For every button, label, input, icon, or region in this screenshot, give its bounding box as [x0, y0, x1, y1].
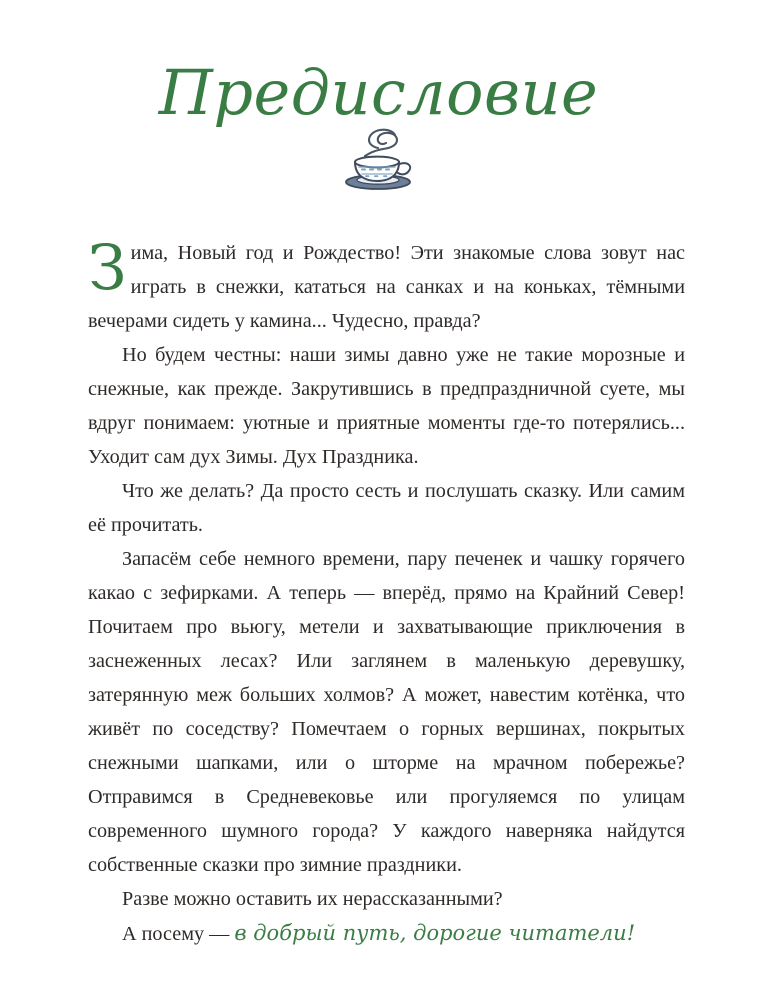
closing-highlight: в добрый путь, дорогие читатели! [234, 921, 636, 945]
teacup-with-steam-icon [0, 118, 757, 192]
closing-lead: А посему — [122, 923, 235, 945]
paragraph-4: Запасём себе немного времени, пару печенек и чашку горячего какао с зефирками. А теперь — вперёд, прямо на Крайний Север! Почитаем про вьюгу, метели и захватывающие приключения в заснеженных лесах? Или заглянем в маленькую деревушку, затерянную меж больших холмов? А может, навестим котёнка, что живёт по соседству? Помечтаем о горных вершинах, покрытых снежными шапками, или о шторме на мрачном побережье? Отправимся в Средневековье или прогуляемся по улицам современного шумного города? У каждого наверняка найдутся собственные сказки про зимние праздники. [88, 548, 685, 876]
page-title: Предисловие [158, 55, 599, 129]
paragraph-2: Но будем честны: наши зимы давно уже не такие морозные и снежные, как прежде. Закрутившись в предпраздничной суете, мы вдруг понимаем: уютные и приятные моменты где-то потерялись... Уходит сам дух Зимы. Дух Праздника. [88, 344, 685, 468]
preface-body [88, 231, 685, 951]
drop-cap-letter: З [88, 231, 127, 304]
paragraph-5: Разве можно оставить их нерассказанными? [122, 888, 503, 910]
paragraph-1 [88, 231, 685, 338]
paragraph-1-text: има, Новый год и Рождество! Эти знакомые слова зовут нас играть в снежки, кататься на санках и на коньках, тёмными вечерами сидеть у камина... Чудесно, правда? [88, 242, 685, 332]
paragraph-3: Что же делать? Да просто сесть и послушать сказку. Или самим её прочитать. [88, 480, 685, 536]
closing-paragraph [88, 916, 685, 951]
